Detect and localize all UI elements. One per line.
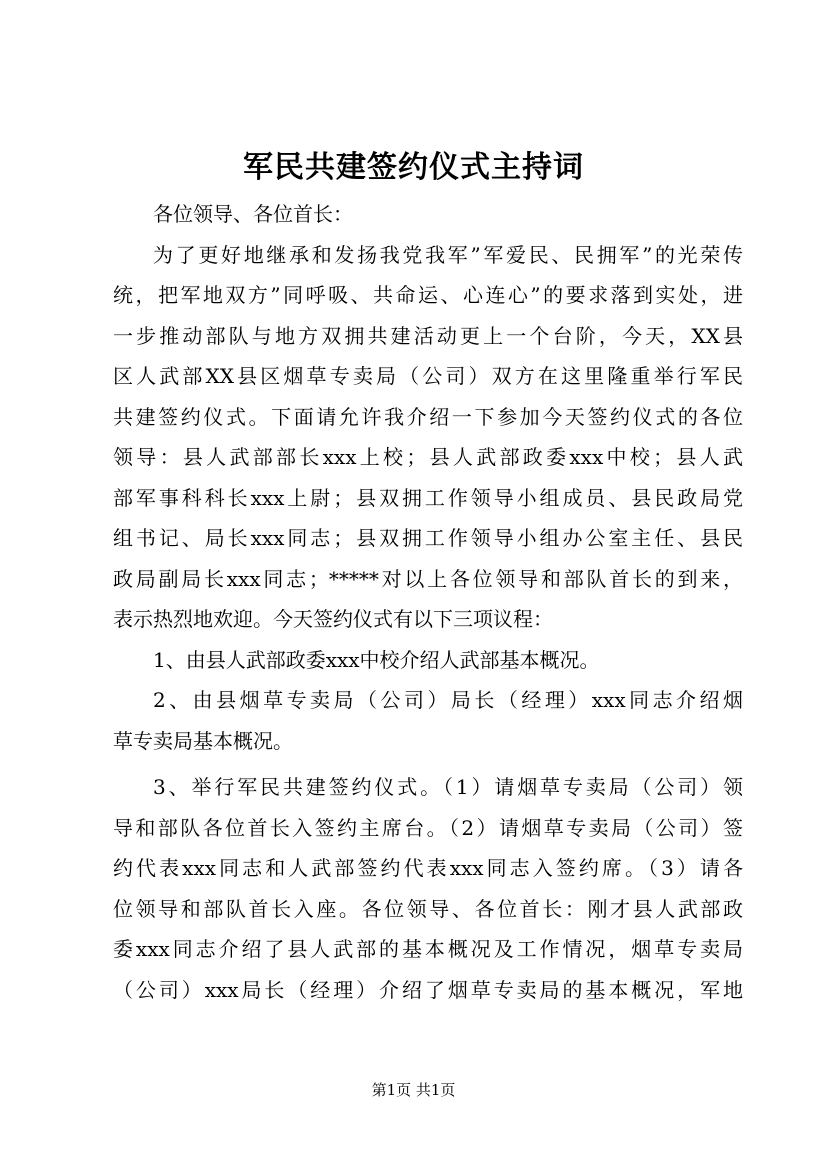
agenda-item-2-cont: 草专卖局基本概况。 [113, 728, 293, 753]
agenda-item-3: 3、举行军民共建签约仪式。（1）请烟草专卖局（公司）领 [153, 775, 743, 799]
paragraph-line: 一步推动部队与地方双拥共建活动更上一个台阶，今天，XX县 [113, 323, 743, 348]
agenda-item-1: 1、由县人武部政委xxx中校介绍人武部基本概况。 [153, 647, 600, 672]
paragraph-line: 组书记、局长xxx同志；县双拥工作领导小组办公室主任、县民 [113, 526, 743, 550]
salutation-line: 各位领导、各位首长： [153, 202, 353, 226]
paragraph-line: 为了更好地继承和发扬我党我军”军爱民、民拥军”的光荣传 [153, 242, 743, 267]
document-body [113, 194, 743, 1010]
paragraph-line: 约代表xxx同志和人武部签约代表xxx同志入签约席。（3）请各 [113, 856, 743, 880]
paragraph-line: （公司）xxx局长（经理）介绍了烟草专卖局的基本概况，军地 [113, 977, 743, 1002]
paragraph-line: 政局副局长xxx同志；*****对以上各位领导和部队首长的到来， [113, 566, 743, 591]
paragraph-line: 位领导和部队首长入座。各位领导、各位首长：刚才县人武部政 [113, 896, 743, 921]
paragraph-line: 委xxx同志介绍了县人武部的基本概况及工作情况，烟草专卖局 [113, 937, 743, 961]
paragraph-line: 统，把军地双方”同呼吸、共命运、心连心”的要求落到实处，进 [113, 283, 743, 307]
paragraph-line: 表示热烈地欢迎。今天签约仪式有以下三项议程： [113, 607, 553, 631]
paragraph-line: 领导：县人武部部长xxx上校；县人武部政委xxx中校；县人武 [113, 445, 743, 469]
page-footer: 第1页 共1页 [371, 1081, 456, 1099]
paragraph-line: 部军事科科长xxx上尉；县双拥工作领导小组成员、县民政局党 [113, 485, 743, 510]
paragraph-line: 共建签约仪式。下面请允许我介绍一下参加今天签约仪式的各位 [113, 404, 743, 429]
paragraph-line: 导和部队各位首长入签约主席台。（2）请烟草专卖局（公司）签 [113, 815, 743, 840]
paragraph-line: 区人武部XX县区烟草专卖局（公司）双方在这里隆重举行军民 [113, 364, 743, 388]
agenda-item-2: 2、由县烟草专卖局（公司）局长（经理）xxx同志介绍烟 [153, 688, 743, 712]
document-title: 军民共建签约仪式主持词 [243, 150, 584, 185]
